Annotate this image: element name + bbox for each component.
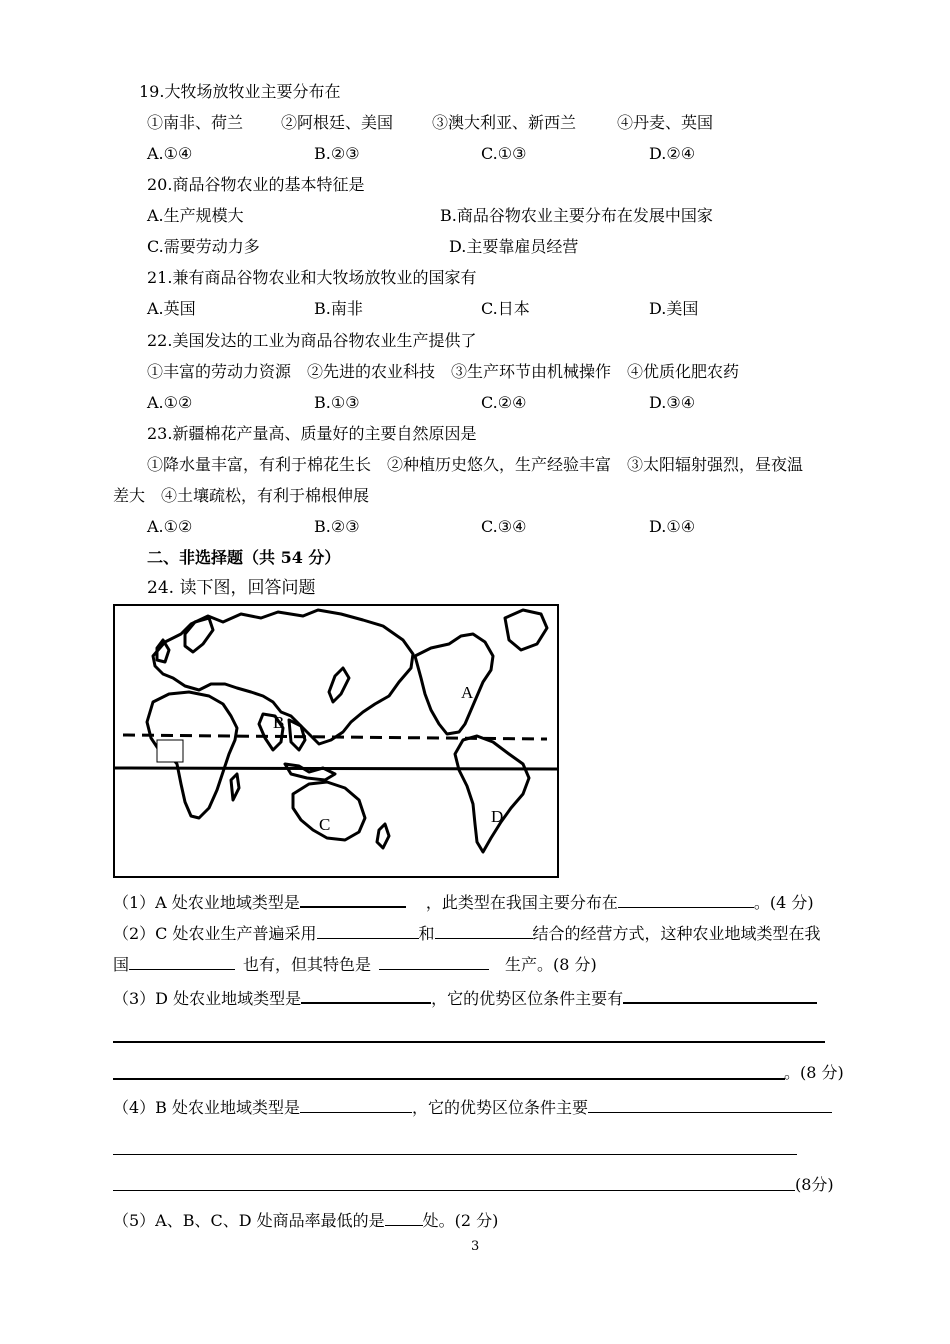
q24-sub1-text-c: 。(4 分): [753, 893, 814, 912]
q20-stem: 20.商品谷物农业的基本特征是: [147, 175, 365, 194]
q24-sub5-text-a: （5）A、B、C、D 处商品率最低的是: [113, 1211, 385, 1230]
q24-sub1-text-b: ，此类型在我国主要分布在: [425, 893, 618, 912]
q24-sub2-blank-2[interactable]: [435, 922, 533, 939]
q24-sub2-text-e: 也有，但其特色是: [243, 955, 372, 974]
q20-option-d: D.主要靠雇员经营: [449, 237, 579, 256]
q24-sub4-blank-1[interactable]: [300, 1096, 412, 1113]
q24-sub1-text-a: （1）A 处农业地域类型是: [113, 893, 300, 912]
q22-option-a: A.①②: [147, 393, 193, 412]
q19-option-c: C.①③: [481, 144, 527, 163]
q19-stem: 19.大牧场放牧业主要分布在: [139, 82, 341, 101]
q24-sub2-blank-4[interactable]: [379, 953, 489, 970]
map-label-d: D: [491, 807, 504, 826]
q24-sub4-line1: [113, 1096, 832, 1119]
q23-items-line1: ①降水量丰富，有利于棉花生长 ②种植历史悠久，生产经验丰富 ③太阳辐射强烈，昼夜温: [147, 455, 804, 474]
q23-option-c: C.③④: [481, 517, 527, 536]
q24-sub5-text-b: 处。(2 分): [422, 1211, 499, 1230]
q24-sub2-text-a: （2）C 处农业生产普遍采用: [113, 924, 317, 943]
q19-item-3: ③澳大利亚、新西兰: [432, 113, 577, 132]
q24-sub2-blank-1[interactable]: [317, 922, 419, 939]
q24-sub2-text-f: 生产。(8 分): [505, 955, 597, 974]
q23-stem: 23.新疆棉花产量高、质量好的主要自然原因是: [147, 424, 477, 443]
q19-option-b: B.②③: [314, 144, 360, 163]
q24-stem: 24. 读下图，回答问题: [147, 578, 316, 598]
q24-sub3-text-a: （3）D 处农业地域类型是: [113, 989, 302, 1008]
q22-items: ①丰富的劳动力资源 ②先进的农业科技 ③生产环节由机械操作 ④优质化肥农药: [147, 362, 740, 381]
q24-sub4-blank-2[interactable]: [588, 1096, 832, 1113]
q22-stem: 22.美国发达的工业为商品谷物农业生产提供了: [147, 331, 477, 350]
q22-option-b: B.①③: [314, 393, 360, 412]
q24-sub3-answer-line-2[interactable]: [113, 1078, 785, 1080]
map-label-c: C: [319, 815, 331, 834]
q22-option-c: C.②④: [481, 393, 527, 412]
page-number: 3: [471, 1239, 480, 1254]
q20-option-b: B.商品谷物农业主要分布在发展中国家: [440, 206, 713, 225]
q19-option-d: D.②④: [649, 144, 696, 163]
q24-sub4-answer-line-1[interactable]: [113, 1154, 797, 1155]
equator-line: [115, 768, 557, 769]
q24-sub2-line1: [113, 922, 821, 945]
q23-option-a: A.①②: [147, 517, 193, 536]
q24-sub4-text-a: （4）B 处农业地域类型是: [113, 1098, 301, 1117]
q19-item-4: ④丹麦、英国: [617, 113, 714, 132]
q24-sub2-text-b: 和: [418, 924, 435, 943]
q21-option-c: C.日本: [481, 299, 530, 318]
map-label-a: A: [461, 683, 474, 702]
q24-sub3-line1: [113, 986, 817, 1010]
q21-option-d: D.美国: [649, 299, 699, 318]
q20-option-c: C.需要劳动力多: [147, 237, 260, 256]
q24-sub4-score: (8分): [795, 1175, 834, 1194]
q24-sub4-answer-line-2[interactable]: [113, 1190, 795, 1191]
q21-option-b: B.南非: [314, 299, 363, 318]
q21-option-a: A.英国: [147, 299, 196, 318]
q24-sub5-blank[interactable]: [385, 1209, 423, 1226]
q24-sub5: [113, 1209, 498, 1232]
q19-option-a: A.①④: [147, 144, 193, 163]
q24-sub2-blank-3[interactable]: [129, 953, 235, 970]
q23-option-d: D.①④: [649, 517, 696, 536]
q24-sub1: [113, 890, 814, 914]
q24-sub2-text-d: 国: [113, 955, 130, 974]
q24-sub3-score: 。(8 分): [784, 1063, 844, 1082]
world-map-figure: [113, 604, 559, 878]
q24-sub3-blank-1[interactable]: [301, 986, 431, 1004]
q19-item-2: ②阿根廷、美国: [281, 113, 394, 132]
q24-sub3-text-b: ，它的优势区位条件主要有: [431, 989, 624, 1008]
section-heading: 二、非选择题（共 54 分）: [147, 548, 341, 567]
q24-sub3-blank-2[interactable]: [623, 986, 817, 1004]
q19-item-1: ①南非、荷兰: [147, 113, 244, 132]
q24-sub4-text-b: ，它的优势区位条件主要: [412, 1098, 589, 1117]
q20-option-a: A.生产规模大: [147, 206, 244, 225]
q21-stem: 21.兼有商品谷物农业和大牧场放牧业的国家有: [147, 268, 477, 287]
q23-items-line2: 差大 ④土壤疏松，有利于棉根伸展: [113, 486, 370, 505]
q24-sub1-blank-2[interactable]: [618, 891, 754, 908]
q24-sub3-answer-line-1[interactable]: [113, 1041, 825, 1043]
map-box-marker: [157, 740, 183, 762]
q24-sub2-line2: [113, 953, 597, 976]
q23-option-b: B.②③: [314, 517, 360, 536]
q24-sub2-text-c: 结合的经营方式，这种农业地域类型在我: [532, 924, 821, 943]
q22-option-d: D.③④: [649, 393, 696, 412]
map-label-b: B: [273, 713, 285, 732]
q24-sub1-blank-1[interactable]: [300, 890, 406, 908]
